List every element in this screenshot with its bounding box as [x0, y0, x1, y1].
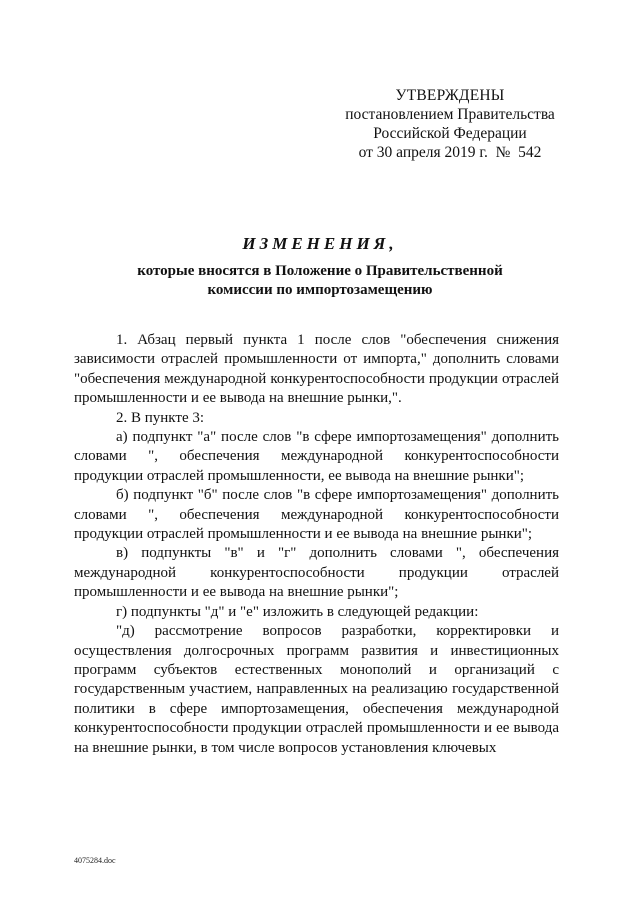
paragraph-quoted-d: "д) рассмотрение вопросов разработки, корректировки и осуществления долгосрочных программ развития и инвестиционных программ субъектов естественных монополий и организаций с государственным участием, направленных на реализацию государственной политики в сфере импортозамещения, обеспечения международной конкурентоспособности продукции отраслей промышленности и ее вывода на внешние рынки, в том числе вопросов установления ключевых: [74, 623, 559, 756]
subtitle-line-2: комиссии по импортозамещению: [207, 282, 433, 298]
approval-heading: УТВЕРЖДЕНЫ: [395, 87, 505, 104]
document-title: ИЗМЕНЕНИЯ,: [242, 234, 398, 253]
approval-block: [340, 86, 560, 162]
approval-line-government: Российской Федерации: [373, 125, 527, 142]
paragraph-subitem-g: г) подпункты "д" и "е" изложить в следующей редакции:: [116, 603, 479, 620]
paragraph-item-2: 2. В пункте 3:: [116, 409, 205, 426]
subtitle-line-1: которые вносятся в Положение о Правительственной: [137, 263, 503, 279]
paragraph-item-1: 1. Абзац первый пункта 1 после слов "обеспечения снижения зависимости отраслей промышленности от импорта," дополнить словами "обеспечения международной конкурентоспособности продукции отраслей промышленности и ее вывода на внешние рынки,".: [74, 332, 559, 407]
document-body: [74, 331, 559, 758]
paragraph-subitem-a: а) подпункт "а" после слов "в сфере импортозамещения" дополнить словами ", обеспечения международной конкурентоспособности продукции отраслей промышленности, ее вывода на внешние рынки";: [74, 429, 559, 484]
paragraph-subitem-b: б) подпункт "б" после слов "в сфере импортозамещения" дополнить словами ", обеспечения международной конкурентоспособности продукции отраслей промышленности и ее вывода на внешние рынки";: [74, 487, 559, 543]
approval-line-date-number: от 30 апреля 2019 г. № 542: [358, 144, 542, 161]
paragraph-subitem-v: в) подпункты "в" и "г" дополнить словами ", обеспечения международной конкурентоспособности продукции отраслей промышленности и ее вывода на внешние рынки";: [74, 545, 559, 601]
file-name-footer: 4075284.doc: [74, 856, 116, 865]
document-subtitle: [110, 262, 530, 300]
approval-line-resolution: постановлением Правительства: [345, 106, 555, 123]
